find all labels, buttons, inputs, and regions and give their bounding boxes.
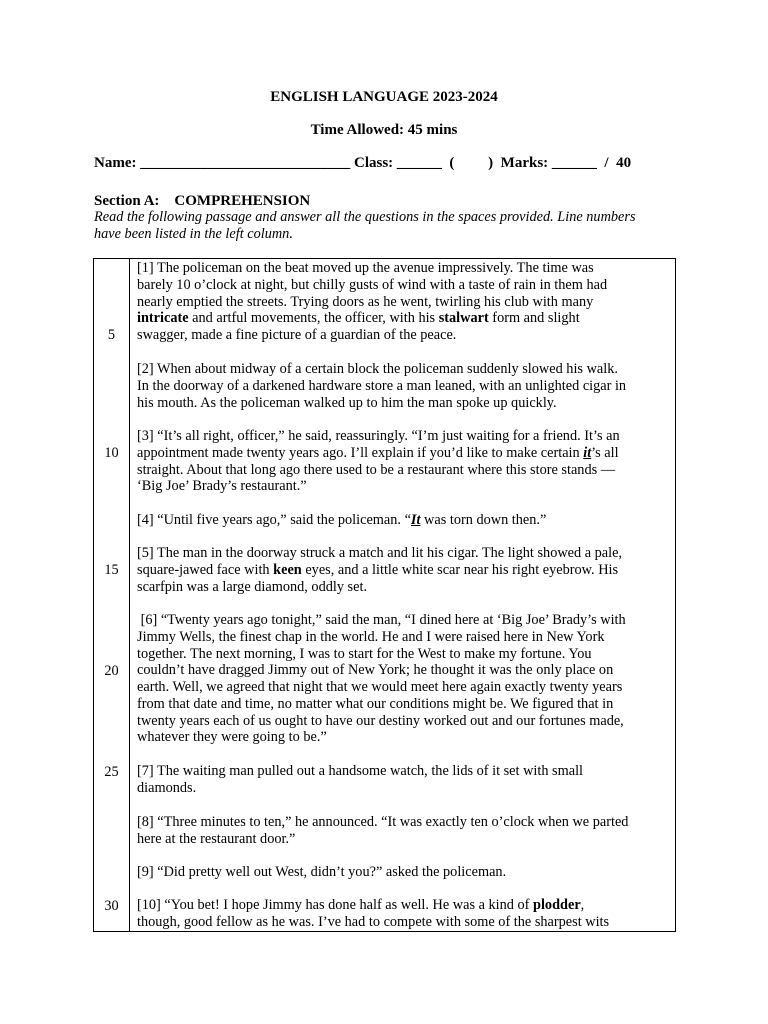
paragraph-10 xyxy=(137,897,671,931)
passage-line: [5] The man in the doorway struck a match and lit his cigar. The light showed a pale, xyxy=(137,545,623,561)
instructions xyxy=(94,209,694,243)
line-text: form and slight xyxy=(488,310,580,327)
passage-line: here at the restaurant door.” xyxy=(137,830,296,847)
passage-line: [7] The waiting man pulled out a handsome watch, the lids of it set with small xyxy=(137,763,584,779)
class-field[interactable]: ______ xyxy=(396,155,442,171)
passage-line xyxy=(137,897,671,914)
line-text: square-jawed face with xyxy=(137,561,274,578)
line-number-column xyxy=(94,259,130,931)
passage-line: [2] When about midway of a certain block the policeman suddenly slowed his walk. xyxy=(137,361,618,377)
time-allowed: Time Allowed: 45 mins xyxy=(310,122,458,138)
passage-line: [6] “Twenty years ago tonight,” said the man, “I dined here at ‘Big Joe’ Brady’s with xyxy=(137,612,626,628)
line-text: and artful movements, the officer, with his xyxy=(188,310,439,327)
passage-line: [9] “Did pretty well out West, didn’t you?” asked the policeman. xyxy=(137,864,507,880)
vocab-word-stalwart: stalwart xyxy=(438,310,489,327)
line-number: 25 xyxy=(104,764,119,780)
vocab-word-intricate: intricate xyxy=(137,310,189,327)
paragraph-2 xyxy=(137,361,671,411)
passage-line: swagger, made a fine picture of a guardian of the peace. xyxy=(137,327,457,343)
line-text: was torn down then.” xyxy=(420,512,547,528)
line-number: 30 xyxy=(104,898,119,914)
paragraph-9 xyxy=(137,864,671,881)
line-text: ’s all xyxy=(591,444,619,461)
section-heading xyxy=(94,193,310,210)
passage-line: his mouth. As the policeman walked up to him the man spoke up quickly. xyxy=(137,394,557,411)
name-field[interactable]: ____________________________ xyxy=(140,155,351,171)
line-text: , xyxy=(580,897,585,913)
passage-line: In the doorway of a darkened hardware store a man leaned, with an unlighted cigar in xyxy=(137,377,627,394)
line-text: eyes, and a little white scar near his right eyebrow. His xyxy=(301,561,619,578)
passage-line xyxy=(137,512,671,529)
document-title: ENGLISH LANGUAGE 2023-2024 xyxy=(270,89,498,105)
passage-line: diamonds. xyxy=(137,779,197,796)
passage-line: [1] The policeman on the beat moved up the avenue impressively. The time was xyxy=(137,260,594,276)
line-text: [10] “You bet! I hope Jimmy has done half as well. He was a kind of xyxy=(137,897,533,913)
section-label: Section A: xyxy=(94,193,160,209)
paragraph-3 xyxy=(137,428,671,495)
line-number: 10 xyxy=(104,445,119,461)
paragraph-8 xyxy=(137,814,671,848)
passage-line: Jimmy Wells, the finest chap in the world. He and I were raised here in New York xyxy=(137,628,605,645)
passage-line: [3] “It’s all right, officer,” he said, reassuringly. “I’m just waiting for a friend. It’s an xyxy=(137,428,620,444)
vocab-word-plodder: plodder xyxy=(533,897,581,913)
marks-total: 40 xyxy=(616,155,632,171)
passage-line: twenty years each of us ought to have our destiny worked out and our fortunes made, xyxy=(137,712,624,729)
marks-field[interactable]: ______ xyxy=(551,155,597,171)
passage-line: scarfpin was a large diamond, oddly set. xyxy=(137,578,368,595)
referent-word-it: it xyxy=(583,444,592,461)
passage-line: together. The next morning, I was to start for the West to make my fortune. You xyxy=(137,645,592,662)
marks-separator: / xyxy=(604,155,609,171)
line-number: 20 xyxy=(104,663,119,679)
passage-line: barely 10 o’clock at night, but chilly gusts of wind with a taste of rain in them had xyxy=(137,276,608,293)
marks-label: Marks: xyxy=(500,155,549,171)
paragraph-6 xyxy=(137,612,671,746)
passage-line xyxy=(137,562,671,579)
instructions-line: Read the following passage and answer all the questions in the spaces provided. Line numbers xyxy=(94,209,636,225)
index-bracket-open: ( xyxy=(449,155,455,171)
passage-table xyxy=(93,258,676,932)
passage-line: earth. Well, we agreed that night that we would meet here again exactly twenty years xyxy=(137,679,623,695)
passage-line: couldn’t have dragged Jimmy out of New York; he thought it was the only place on xyxy=(137,662,614,679)
line-text: [4] “Until five years ago,” said the policeman. “ xyxy=(137,512,411,528)
paragraph-1 xyxy=(137,260,671,344)
instructions-line: have been listed in the left column. xyxy=(94,226,293,242)
paragraph-7 xyxy=(137,763,671,797)
class-label: Class: xyxy=(353,155,394,171)
passage-line: straight. About that long ago there used to be a restaurant where this store stands — xyxy=(137,461,616,478)
passage-line xyxy=(137,310,671,327)
line-text: appointment made twenty years ago. I’ll explain if you’d like to make certain xyxy=(137,444,584,461)
name-label: Name: xyxy=(94,155,137,171)
index-bracket-close: ) xyxy=(488,155,494,171)
passage-line xyxy=(137,445,671,462)
paragraph-4 xyxy=(137,512,671,529)
line-number: 15 xyxy=(104,562,119,578)
passage-line: whatever they were going to be.” xyxy=(137,729,327,746)
passage-line: nearly emptied the streets. Trying doors as he went, twirling his club with many xyxy=(137,293,594,310)
passage-line: [8] “Three minutes to ten,” he announced. “It was exactly ten o’clock when we parted xyxy=(137,814,629,830)
section-title: COMPREHENSION xyxy=(174,193,311,209)
vocab-word-keen: keen xyxy=(273,561,302,578)
referent-word-it: It xyxy=(410,512,421,528)
student-info-row xyxy=(94,155,631,172)
passage-line: though, good fellow as he was. I’ve had to compete with some of the sharpest wits xyxy=(137,913,610,930)
line-number: 5 xyxy=(107,327,116,343)
passage-line: ‘Big Joe’ Brady’s restaurant.” xyxy=(137,478,307,495)
passage-line: from that date and time, no matter what our conditions might be. We figured that in xyxy=(137,695,614,712)
paragraph-5 xyxy=(137,545,671,595)
